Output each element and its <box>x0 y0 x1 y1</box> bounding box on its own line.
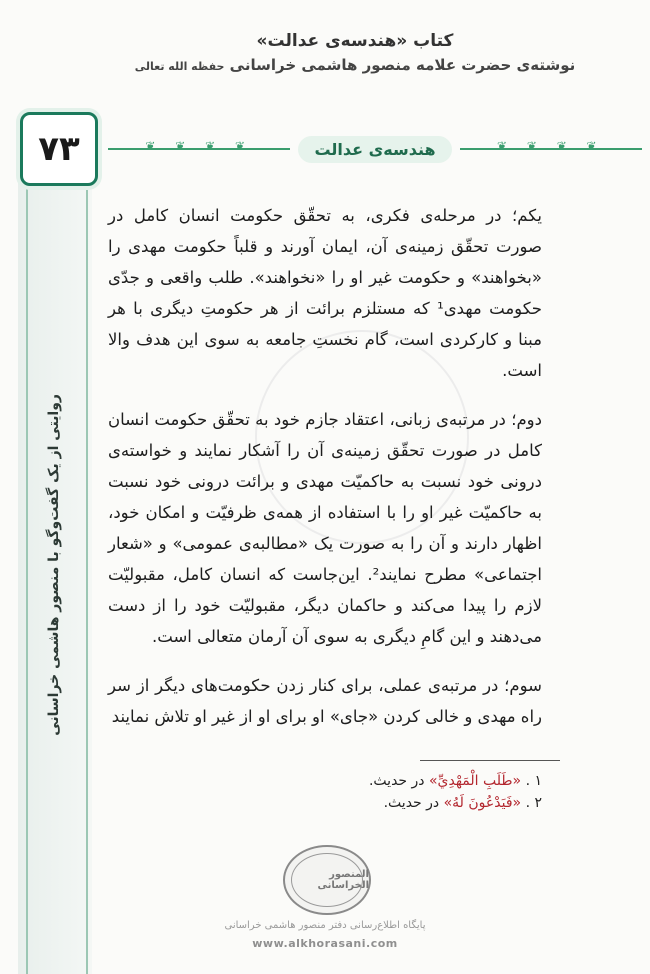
footnote-number: ۲ . <box>525 795 542 811</box>
section-title-band <box>100 132 650 166</box>
footnote-1 <box>200 770 542 792</box>
vine-ornament-left <box>108 148 290 150</box>
footnote-text: در حدیث. <box>383 795 440 811</box>
vine-ornament-right <box>460 148 642 150</box>
author-honorific: حفظه الله تعالی <box>134 60 225 73</box>
paragraph-3: سوم؛ در مرتبه‌ی عملی، برای کنار زدن حکومت‌های دیگر از سر راه مهدی و خالی کردن «جای» او برای او از غیر او تلاش نمایند <box>108 676 542 726</box>
side-caption-text: روایتی از یک گفت‌وگو با منصور هاشمی خراسانی <box>46 394 62 736</box>
section-title: هندسه‌ی عدالت <box>298 136 451 163</box>
page-header <box>120 30 590 78</box>
author-line <box>120 54 590 78</box>
main-text <box>108 200 542 750</box>
footnote-number: ۱ . <box>525 773 542 789</box>
footnote-2 <box>200 792 542 814</box>
footnote-quote: «فَيَدْعُونَ لَهُ» <box>443 795 522 811</box>
footnote-quote: «طَلَبِ الْمَهْدِيِّ» <box>428 773 522 789</box>
side-caption <box>32 395 76 735</box>
website-url[interactable]: www.alkhorasani.com <box>252 937 398 950</box>
website-caption: پایگاه اطلاع‌رسانی دفتر منصور هاشمی خراسانی <box>224 920 426 931</box>
seal-logo <box>283 845 371 915</box>
author-name: نوشته‌ی حضرت علامه منصور هاشمی خراسانی <box>229 56 576 74</box>
paragraph-1: یکم؛ در مرحله‌ی فکری، به تحقّق حکومت انسان کامل در صورت تحقّق زمینه‌ی آن، ایمان آورند و قلباً حکومت مهدی را «بخواهند» و حکومت غیر او را «نخواهند». طلب واقعی و جدّی حکومت مهدی¹ که مستلزم برائت از هر حکومتِ دیگری با هر مبنا و کارکردی است، گام نخستِ جامعه به سوی این هدف والا است. <box>108 206 543 380</box>
book-title: کتاب «هندسه‌ی عدالت» <box>256 31 454 51</box>
footnotes <box>200 770 542 814</box>
seal-logo-text: المنصور الخراسانی <box>317 869 369 891</box>
paragraph-2: دوم؛ در مرتبه‌ی زبانی، اعتقاد جازم خود به تحقّق حکومت انسان کامل در صورت تحقّق زمینه‌ی آن را آشکار نمایند و خواسته‌ی درونی خود نسبت به حاکمیّت مهدی و برائت درونی خود نسبت به حاکمیّت غیر او را با استفاده از همه‌ی ظرفیّت و امکان خود، اظهار دارند و آن را به صورت یک «مطالبه‌ی عمومی» و «شعار اجتماعی» مطرح نمایند². این‌جاست که انسان کامل، مقبولیّت لازم را پیدا می‌کند و حاکمان دیگر، مقبولیّت خود را از دست می‌دهند و این گامِ دیگری به سوی آن آرمان متعالی است. <box>108 410 543 646</box>
footnote-divider <box>420 760 560 761</box>
page-number: ۷۳ <box>20 112 98 186</box>
footnote-text: در حدیث. <box>368 773 425 789</box>
